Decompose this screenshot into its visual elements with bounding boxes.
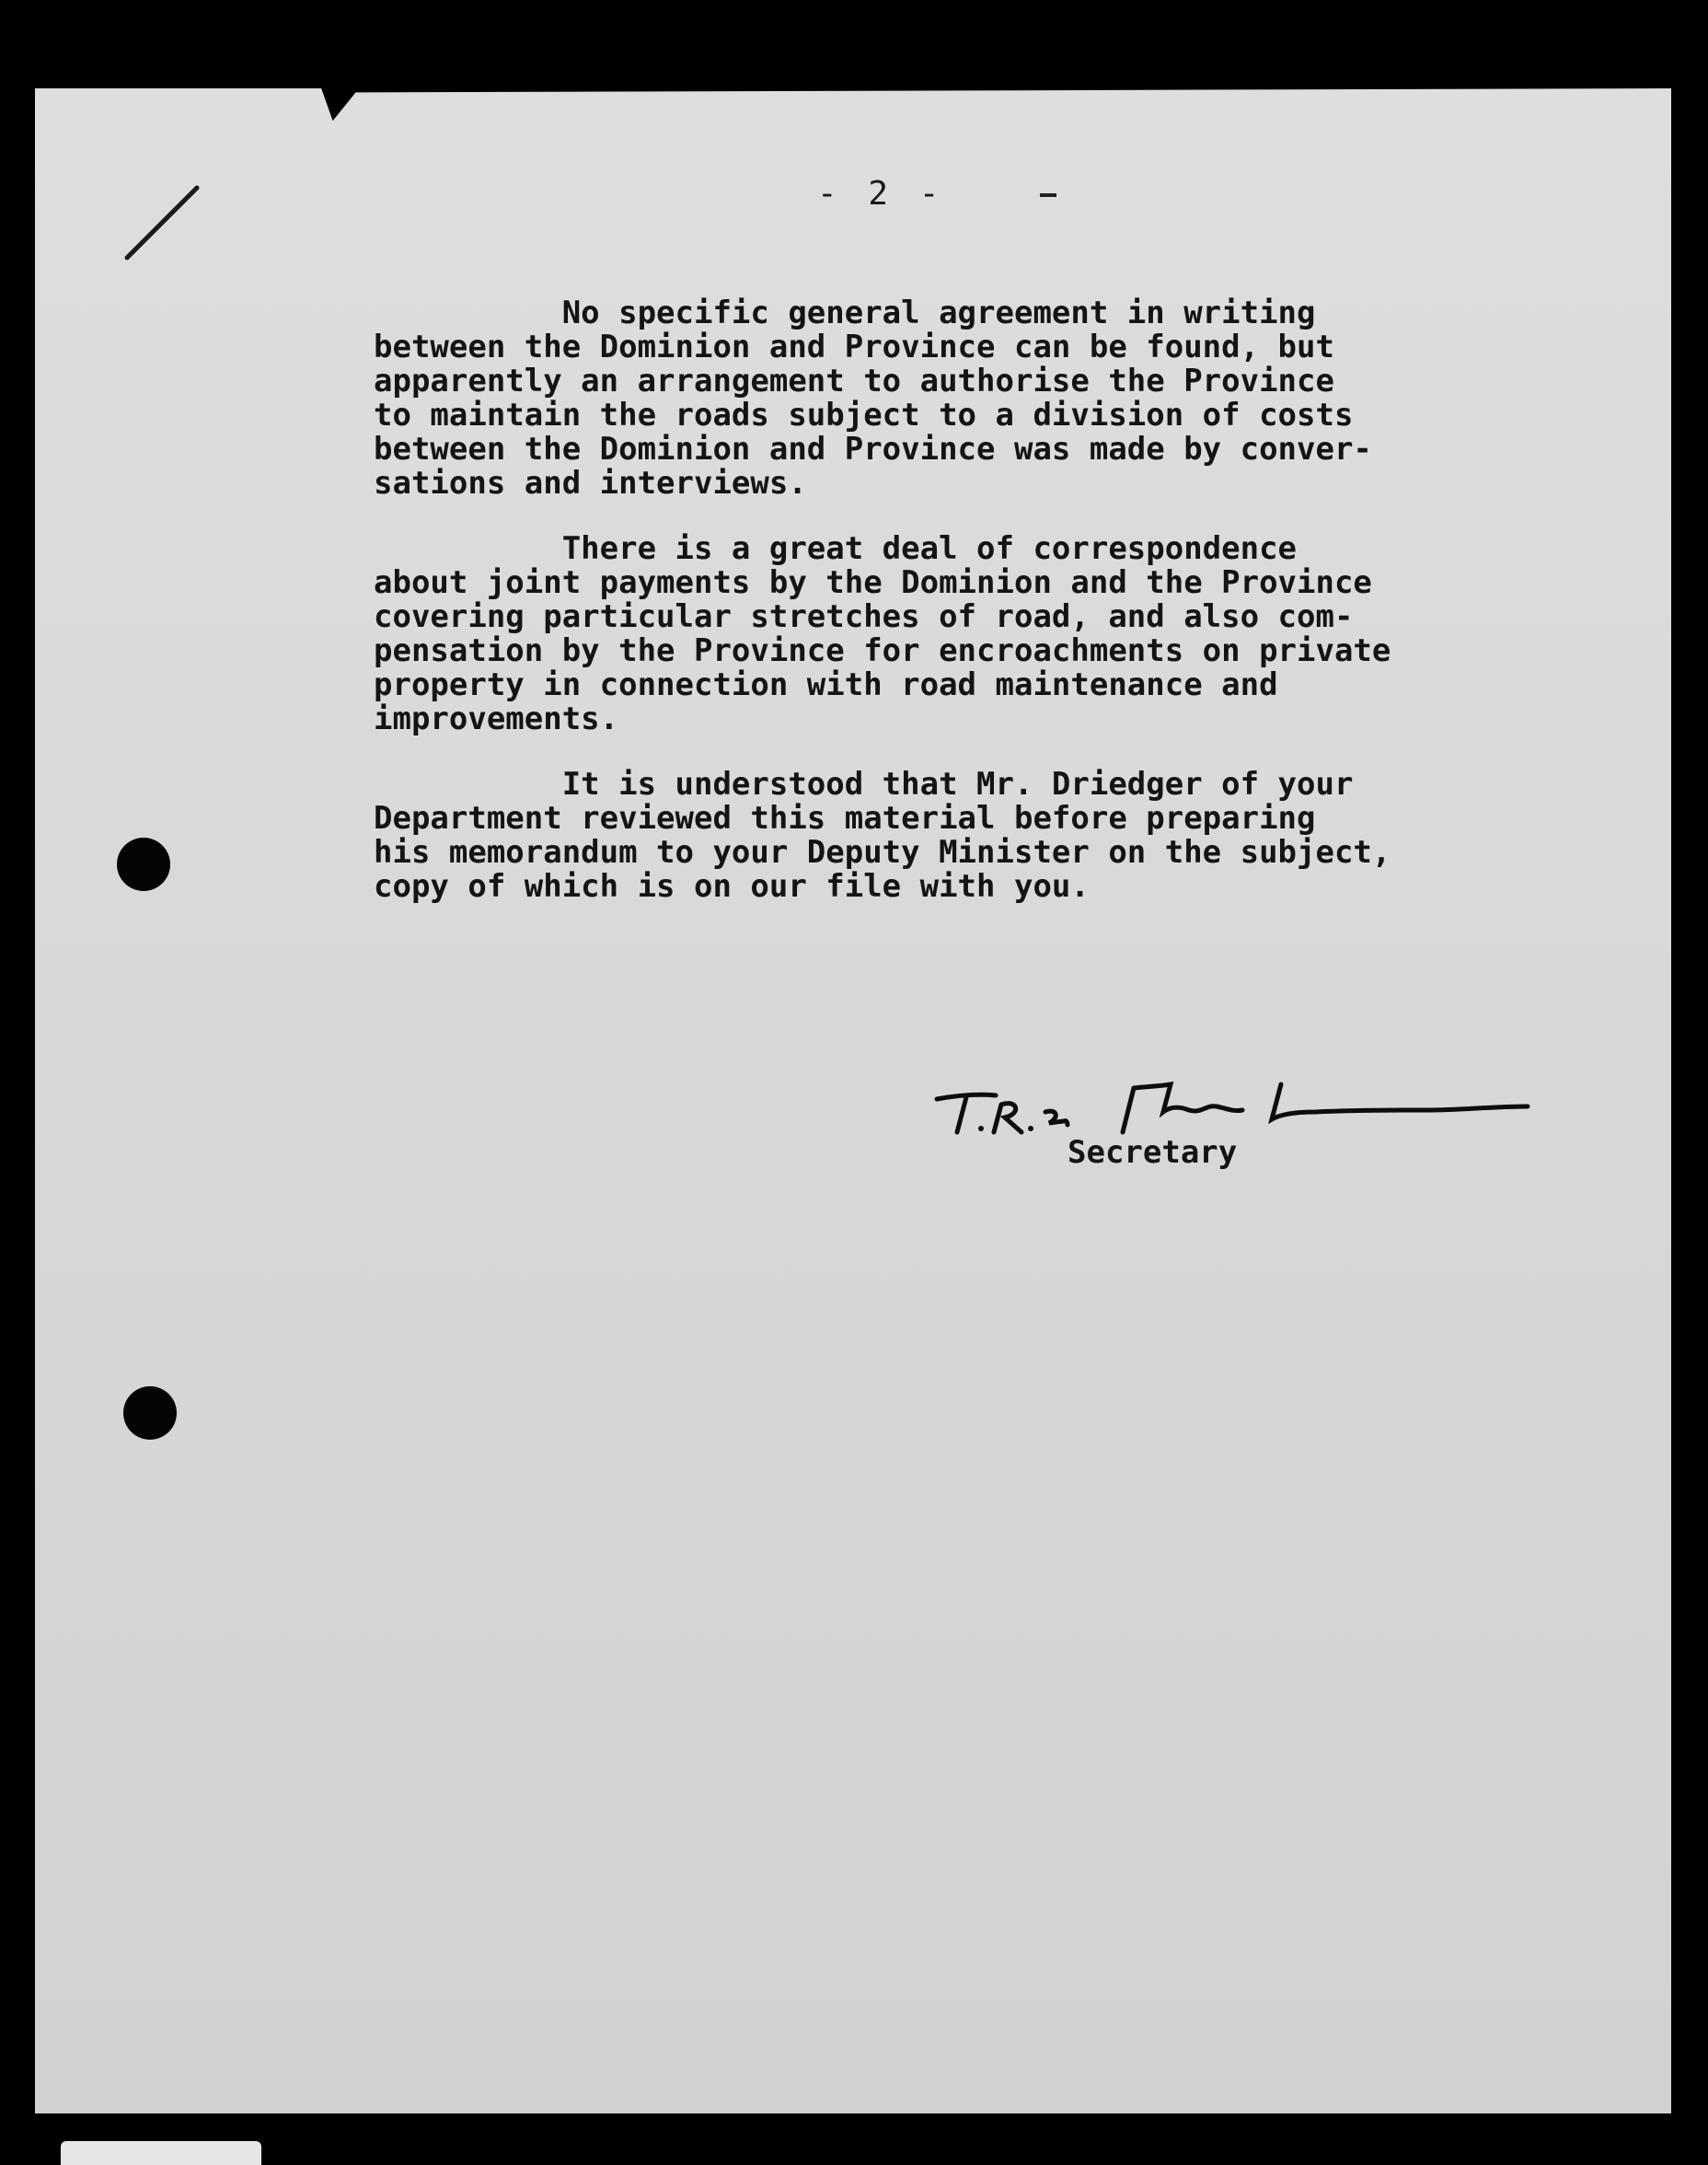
text-line: It is understood that Mr. Driedger of your [374, 766, 1354, 803]
letter-body [374, 296, 1570, 935]
text-line: There is a great deal of correspondence [374, 530, 1298, 567]
text-line: Department reviewed this material before preparing [374, 800, 1316, 837]
punch-hole [117, 838, 170, 891]
signatory-title: Secretary [1068, 1134, 1238, 1171]
text-line: to maintain the roads subject to a division of costs [374, 397, 1354, 434]
text-line: No specific general agreement in writing [374, 295, 1316, 331]
text-line: between the Dominion and Province was made by conver- [374, 431, 1372, 468]
text-line: sations and interviews. [374, 465, 807, 502]
text-line: pensation by the Province for encroachments on private [374, 632, 1391, 669]
text-line: copy of which is on our file with you. [374, 868, 1090, 905]
text-line: apparently an arrangement to authorise the Province [374, 363, 1334, 399]
handwritten-signature [929, 1059, 1537, 1141]
paragraph-3 [374, 768, 1570, 904]
punch-hole [123, 1386, 177, 1440]
text-line: covering particular stretches of road, and also com- [374, 598, 1354, 635]
text-line: between the Dominion and Province can be found, but [374, 329, 1334, 365]
film-tab [61, 2141, 261, 2165]
text-line: about joint payments by the Dominion and the Province [374, 564, 1372, 601]
stray-dash-mark [1040, 193, 1056, 197]
pen-slash-mark [120, 180, 212, 272]
text-line: his memorandum to your Deputy Minister on the subject, [374, 834, 1391, 871]
text-line: improvements. [374, 700, 619, 737]
paragraph-2 [374, 532, 1570, 736]
page-number: - 2 - [817, 175, 945, 213]
paragraph-1 [374, 296, 1570, 501]
text-line: property in connection with road maintenance and [374, 666, 1278, 703]
